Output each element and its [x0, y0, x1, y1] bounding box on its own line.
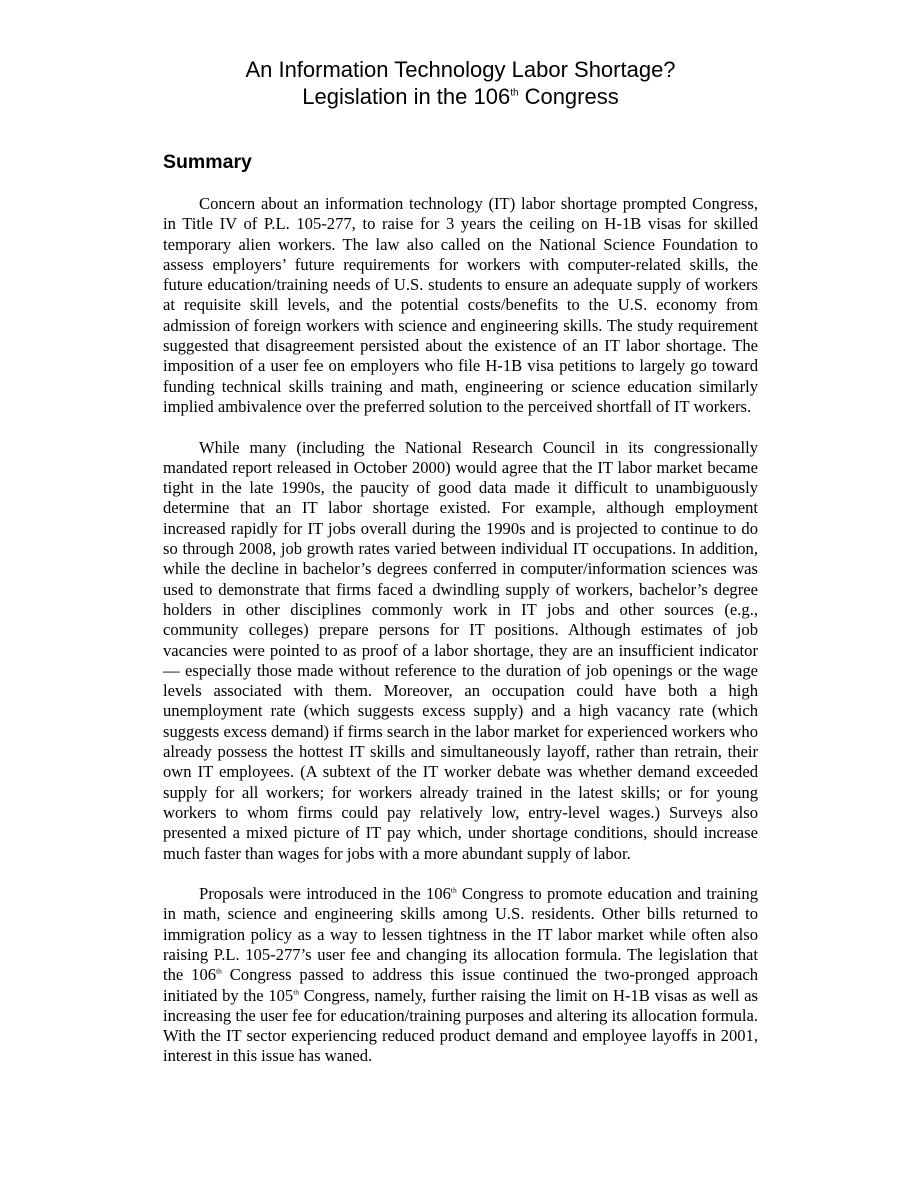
paragraph-3-part-4: Congress, namely, further raising the limit on H-1B visas as well as increasing the user fee for education/training purposes and altering its allocation formula. With the IT sector experiencing reduced product demand and employee layoffs in 2001, interest in this issue has waned. — [163, 985, 758, 1066]
paragraph-3-part-1: Proposals were introduced in the 106 — [199, 884, 451, 904]
title-line-2 — [163, 83, 758, 110]
paragraph-3-sup-3: th — [293, 987, 300, 997]
paragraph-3-sup-2: th — [216, 966, 222, 976]
summary-body — [163, 194, 758, 1087]
paragraph-3 — [163, 884, 758, 1067]
paragraph-3-part-3: Congress passed to address this issue continued the two-pronged approach initiated by the 105 — [163, 965, 758, 1005]
title-superscript: th — [510, 87, 519, 99]
paragraph-3-part-2: Congress to promote education and training in math, science and engineering skills among U.S. residents. Other bills returned to immigration policy as a way to lessen tightness in the IT labor market while often also raising P.L. 105-277’s user fee and changing its allocation formula. The legislation that the 106 — [163, 884, 758, 985]
paragraph-1: Concern about an information technology (IT) labor shortage prompted Congress, in Title IV of P.L. 105-277, to raise for 3 years the ceiling on H-1B visas for skilled temporary alien workers. The law also called on the National Science Foundation to assess employers’ future requirements for workers with computer-related skills, the future education/training needs of U.S. students to ensure an adequate supply of workers at requisite skill levels, and the potential costs/benefits to the U.S. economy from admission of foreign workers with science and engineering skills. The study requirement suggested that disagreement persisted about the existence of an IT labor shortage. The imposition of a user fee on employers who file H-1B visa petitions to largely go toward funding technical skills training and math, engineering or science education similarly implied ambivalence over the preferred solution to the perceived shortfall of IT workers. — [163, 194, 758, 416]
title-line-1: An Information Technology Labor Shortage? — [245, 57, 676, 82]
title-line-2-tail: Congress — [518, 84, 619, 109]
title-line-2-text: Legislation in the 106 — [302, 84, 511, 109]
paragraph-2: While many (including the National Research Council in its congressionally mandated report released in October 2000) would agree that the IT labor market became tight in the late 1990s, the paucity of good data made it difficult to unambiguously determine that an IT labor shortage existed. For example, although employment increased rapidly for IT jobs overall during the 1990s and is projected to continue to do so through 2008, job growth rates varied between individual IT occupations. In addition, while the decline in bachelor’s degrees conferred in computer/information sciences was used to demonstrate that firms faced a dwindling supply of workers, bachelor’s degree holders in other disciplines commonly work in IT jobs and other sources (e.g., community colleges) prepare persons for IT positions. Although estimates of job vacancies were pointed to as proof of a labor shortage, they are an insufficient indicator — especially those made without reference to the duration of job openings or the wage levels associated with them. Moreover, an occupation could have both a high unemployment rate (which suggests excess supply) and a high vacancy rate (which suggests excess demand) if firms search in the labor market for experienced workers who already possess the hottest IT skills and simultaneously layoff, rather than retrain, their own IT employees. (A subtext of the IT worker debate was whether demand exceeded supply for all workers; for workers already trained in the latest skills; or for young workers to whom firms could pay relatively low, entry-level wages.) Surveys also presented a mixed picture of IT pay which, under shortage conditions, should increase much faster than wages for jobs with a more abundant supply of labor. — [163, 437, 758, 863]
paragraph-3-sup-1: th — [450, 885, 457, 895]
summary-heading: Summary — [163, 151, 252, 173]
document-title — [163, 56, 758, 110]
